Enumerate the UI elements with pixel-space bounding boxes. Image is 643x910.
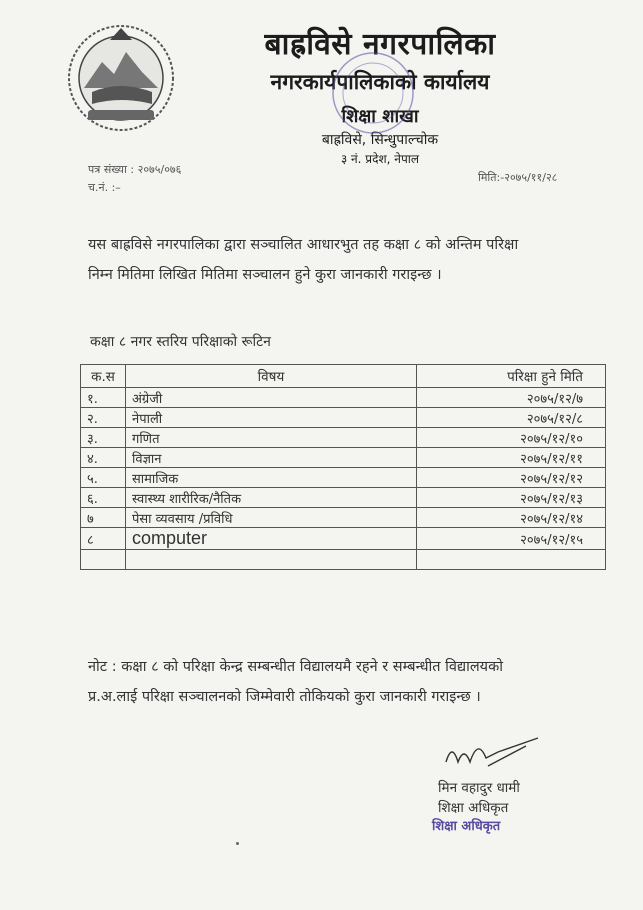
row-date: २०७५/१२/८ bbox=[417, 408, 606, 428]
header-sn: क.स bbox=[81, 365, 126, 388]
letter-date: मिति:-२०७५/११/२८ bbox=[478, 171, 558, 184]
row-sn: १. bbox=[81, 388, 126, 408]
reference-number: पत्र संख्या : २०७५/०७६ bbox=[88, 163, 182, 176]
note-line-1: नोट : कक्षा ८ को परिक्षा केन्द्र सम्बन्धीत विद्यालयमै रहने र सम्बन्धीत विद्यालयको bbox=[88, 659, 503, 675]
table-row bbox=[81, 428, 606, 448]
row-subject bbox=[126, 550, 417, 570]
row-date: २०७५/१२/१० bbox=[417, 428, 606, 448]
header-exam-date: परिक्षा हुने मिति bbox=[417, 365, 606, 388]
row-subject: अंग्रेजी bbox=[126, 388, 417, 408]
row-date: २०७५/१२/१४ bbox=[417, 508, 606, 528]
row-sn: ५. bbox=[81, 468, 126, 488]
table-row bbox=[81, 448, 606, 468]
signature-mark-icon bbox=[438, 732, 548, 778]
row-sn: ८ bbox=[81, 528, 126, 550]
table-row bbox=[81, 408, 606, 428]
signatory-stamp: शिक्षा अधिकृत bbox=[432, 819, 501, 834]
row-date bbox=[417, 550, 606, 570]
row-sn bbox=[81, 550, 126, 570]
row-subject: सामाजिक bbox=[126, 468, 417, 488]
table-header-row bbox=[81, 365, 606, 388]
municipality-name: बाह्रविसे नगरपालिका bbox=[264, 27, 496, 62]
row-date: २०७५/१२/१५ bbox=[417, 528, 606, 550]
row-sn: ७ bbox=[81, 508, 126, 528]
row-sn: २. bbox=[81, 408, 126, 428]
row-subject: विज्ञान bbox=[126, 448, 417, 468]
nepal-government-emblem-icon bbox=[62, 22, 180, 134]
office-name: नगरकार्यपालिकाको कार्यालय bbox=[270, 70, 490, 94]
header-subject: विषय bbox=[126, 365, 417, 388]
office-location: बाह्रविसे, सिन्धुपाल्चोक bbox=[321, 132, 439, 148]
row-subject: पेसा व्यवसाय /प्रविधि bbox=[126, 508, 417, 528]
signatory-name: मिन वहादुर धामी bbox=[438, 780, 520, 796]
row-date: २०७५/१२/७ bbox=[417, 388, 606, 408]
branch-name: शिक्षा शाखा bbox=[341, 106, 419, 127]
intro-line-1: यस बाह्रविसे नगरपालिका द्वारा सञ्चालित आधारभुत तह कक्षा ८ को अन्तिम परिक्षा bbox=[88, 237, 519, 253]
table-row bbox=[81, 508, 606, 528]
table-row-empty bbox=[81, 550, 606, 570]
office-seal-icon bbox=[328, 48, 418, 138]
row-subject: स्वास्थ्य शारीरिक/नैतिक bbox=[126, 488, 417, 508]
note-line-2: प्र.अ.लाई परिक्षा सञ्चालनको जिम्मेवारी तोकियको कुरा जानकारी गराइन्छ । bbox=[88, 689, 481, 705]
row-date: २०७५/१२/१३ bbox=[417, 488, 606, 508]
table-row bbox=[81, 468, 606, 488]
row-date: २०७५/१२/११ bbox=[417, 448, 606, 468]
row-subject: नेपाली bbox=[126, 408, 417, 428]
stray-dot bbox=[236, 842, 239, 845]
province-name: ३ नं. प्रदेश, नेपाल bbox=[340, 152, 420, 166]
row-sn: ६. bbox=[81, 488, 126, 508]
intro-line-2: निम्न मितिमा लिखित मितिमा सञ्चालन हुने कुरा जानकारी गराइन्छ । bbox=[88, 267, 442, 283]
row-sn: ४. bbox=[81, 448, 126, 468]
signatory-title: शिक्षा अधिकृत bbox=[438, 800, 509, 816]
row-subject: computer bbox=[126, 528, 417, 550]
table-row bbox=[81, 488, 606, 508]
row-sn: ३. bbox=[81, 428, 126, 448]
row-date: २०७५/१२/१२ bbox=[417, 468, 606, 488]
table-row bbox=[81, 388, 606, 408]
row-subject: गणित bbox=[126, 428, 417, 448]
exam-routine-table bbox=[80, 364, 606, 570]
routine-title: कक्षा ८ नगर स्तरिय परिक्षाको रूटिन bbox=[90, 334, 271, 350]
dispatch-number: च.नं. :– bbox=[88, 181, 121, 194]
table-row bbox=[81, 528, 606, 550]
